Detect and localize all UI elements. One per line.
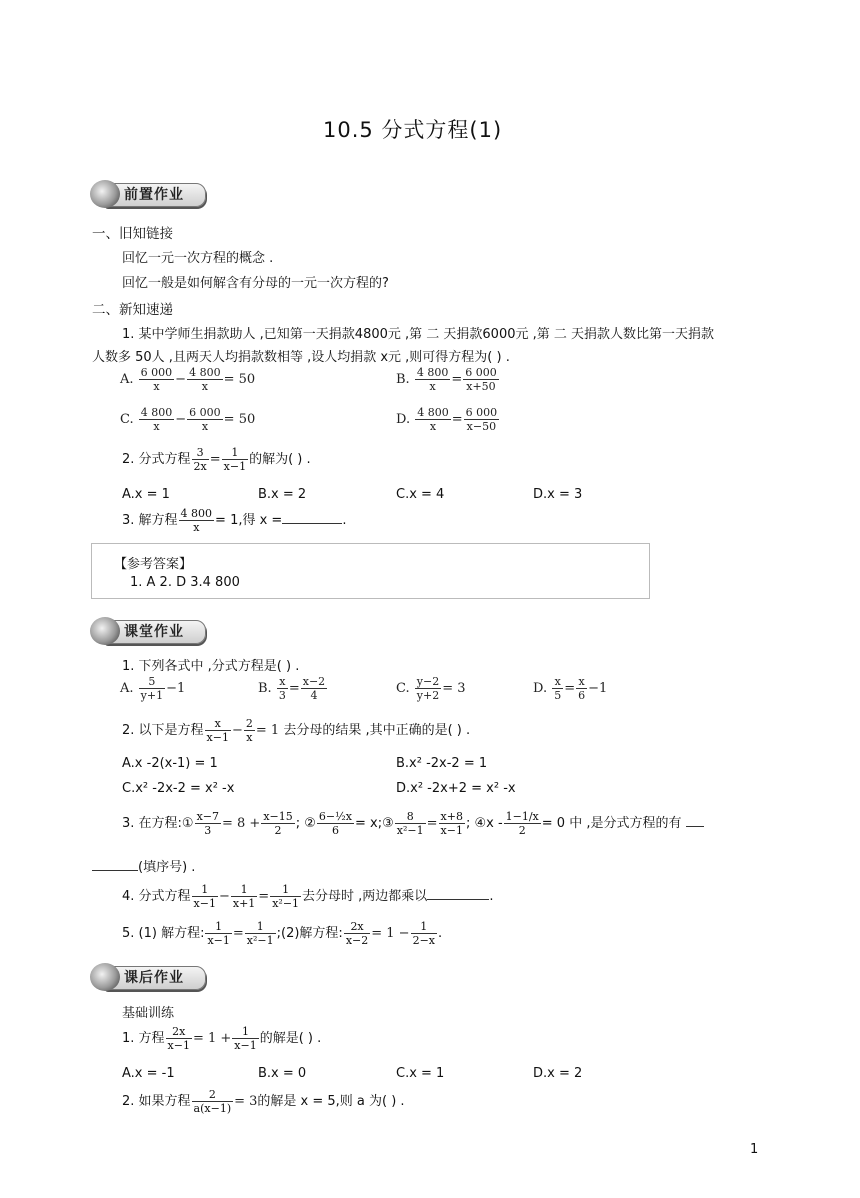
class-question-3-line-2 (92, 856, 195, 875)
class-q2-option-b: B.x² -2x-2 = 1 (396, 756, 488, 771)
question-text: 2. 分式方程 (122, 452, 191, 467)
class-q1-option-a: A. $\frac{5}{y+1}$ −1 (120, 675, 186, 702)
option-label: D. (396, 412, 411, 427)
after-q1-option-b: B.x = 0 (258, 1066, 307, 1081)
question-text: = x;③ (355, 816, 394, 831)
question-1-line-2: 人数多 50人 ,且两天人均捐款数相等 ,设人均捐款 x元 ,则可得方程为( ) . (92, 350, 510, 365)
class-q1-option-b: B. $\frac{x}{3}$ = $\frac{x-2}{4}$ (258, 675, 326, 702)
review-line-2: 回忆一般是如何解含有分母的一元一次方程的? (122, 276, 389, 291)
option-c: C. $\frac{4 800}{x}$ − $\frac{6 000}{x}$ = 50 (120, 406, 256, 433)
answer-blank[interactable] (686, 814, 704, 827)
question-text: 4. 分式方程 (122, 889, 191, 904)
option-label: C. (396, 681, 410, 696)
question-text: 去分母时 ,两边都乘以 (302, 889, 428, 904)
q2-option-d: D.x = 3 (533, 487, 583, 502)
q2-option-a: A.x = 1 (122, 487, 170, 502)
banner-label: 前置作业 (124, 187, 184, 203)
after-question-2: 2. 如果方程 $\frac{2}{a(x-1)}$ = 3的解是 x = 5,则 a 为( ) . (122, 1088, 405, 1115)
option-label: A. (120, 372, 134, 387)
page-number: 1 (750, 1142, 759, 1157)
question-text: = 1,得 x = (215, 513, 283, 528)
question-text: 的解是 x = 5,则 a 为( ) . (257, 1094, 405, 1109)
question-text: ;(2)解方程: (276, 926, 343, 941)
question-text: 3. 在方程:① (122, 816, 194, 831)
question-text: . (438, 926, 443, 941)
q2-option-b: B.x = 2 (258, 487, 307, 502)
class-q1-option-c: C. $\frac{y-2}{y+2}$ = 3 (396, 675, 466, 702)
question-1-line-1: 1. 某中学师生捐款助人 ,已知第一天捐款4800元 ,第 二 天捐款6000元 ,第 二 天捐款人数比第一天捐款 (122, 327, 715, 342)
question-text: 去分母的结果 ,其中正确的是( ) . (283, 723, 471, 738)
answer-blank[interactable] (282, 511, 342, 524)
banner-label: 课堂作业 (124, 624, 184, 640)
question-text: ; ② (295, 816, 316, 831)
answer-blank[interactable] (427, 887, 489, 900)
class-q1-option-d: D. $\frac{x}{5}$ = $\frac{x}{6}$ −1 (533, 675, 608, 702)
answer-content: 1. A 2. D 3.4 800 (130, 575, 240, 590)
option-a: A. $\frac{6 000}{x}$ − $\frac{4 800}{x}$ = 50 (120, 366, 256, 393)
question-text: . (342, 513, 347, 528)
option-label: D. (533, 681, 548, 696)
question-text: 2. 如果方程 (122, 1094, 191, 1109)
class-q2-option-d: D.x² -2x+2 = x² -x (396, 781, 516, 796)
section-heading-new-knowledge: 二、新知速递 (92, 302, 173, 318)
option-label: C. (120, 412, 134, 427)
after-class-homework-banner (90, 963, 206, 991)
page-title: 10.5 分式方程(1) (323, 118, 503, 142)
question-text: 的解为( ) . (249, 452, 311, 467)
after-q1-option-d: D.x = 2 (533, 1066, 583, 1081)
question-text: 的解是( ) . (259, 1031, 322, 1046)
banner-badge-icon (90, 617, 120, 645)
class-question-5: 5. (1) 解方程: $\frac{1}{x-1}$ = $\frac{1}{\text{x²−1}}$ ;(2)解方程: $\frac{2x}{x-2}$ = 1 − $\frac{1}{2-x}$ . (122, 920, 443, 947)
class-q2-option-c: C.x² -2x-2 = x² -x (122, 781, 235, 796)
question-text: 3. 解方程 (122, 513, 178, 528)
option-label: A. (120, 681, 134, 696)
pre-homework-banner (90, 180, 206, 208)
answer-blank[interactable] (92, 858, 138, 871)
class-question-1: 1. 下列各式中 ,分式方程是( ) . (122, 659, 300, 674)
question-text: ; ④x - (465, 816, 503, 831)
q2-option-c: C.x = 4 (396, 487, 445, 502)
class-homework-banner (90, 617, 206, 645)
option-label: B. (396, 372, 410, 387)
question-text: 5. (1) 解方程: (122, 926, 205, 941)
question-text: (填序号) . (138, 860, 196, 875)
class-question-4: 4. 分式方程 $\frac{1}{x-1}$ − $\frac{1}{x+1}$ = $\frac{1}{\text{x²−1}}$ 去分母时 ,两边都乘以 . (122, 883, 494, 910)
review-line-1: 回忆一元一次方程的概念 . (122, 251, 274, 266)
banner-badge-icon (90, 180, 120, 208)
reference-answer-box (91, 543, 650, 599)
after-question-1: 1. 方程 $\frac{2x}{x-1}$ = 1 + $\frac{1}{x-1}$ 的解是( ) . (122, 1025, 322, 1052)
after-q1-option-a: A.x = -1 (122, 1066, 175, 1081)
class-question-3: 3. 在方程:① $\frac{x-7}{3}$ = 8 + $\frac{x-15}{2}$ ; ② $\frac{\text{6−½x}}{6}$ = x;③ $\frac{8}{\text{x²−1}}$ = $\frac{x+8}{x-1}$ ; ④x - $\frac{1-1/x}{2}$ = 0 中 ,是分式方程的有 (122, 810, 704, 837)
question-text: . (489, 889, 494, 904)
section-heading-old-knowledge: 一、旧知链接 (92, 226, 173, 242)
banner-label: 课后作业 (124, 970, 184, 986)
option-label: B. (258, 681, 272, 696)
option-b: B. $\frac{4 800}{x}$ = $\frac{6 000}{x+50}$ (396, 366, 497, 393)
question-text: 2. 以下是方程 (122, 723, 204, 738)
question-3: 3. 解方程 $\frac{4 800}{x}$ = 1,得 x = . (122, 507, 347, 534)
option-d: D. $\frac{4 800}{x}$ = $\frac{6 000}{x-50}$ (396, 406, 498, 433)
after-q1-option-c: C.x = 1 (396, 1066, 445, 1081)
question-text: 1. 方程 (122, 1031, 165, 1046)
answer-heading: 【参考答案】 (114, 557, 193, 572)
banner-badge-icon (90, 963, 120, 991)
question-text: = 0 中 ,是分式方程的有 (541, 816, 682, 831)
class-q2-option-a: A.x -2(x-1) = 1 (122, 756, 218, 771)
class-question-2: 2. 以下是方程 $\frac{x}{x-1}$ − $\frac{2}{x}$ = 1 去分母的结果 ,其中正确的是( ) . (122, 717, 471, 744)
basic-training-subheading: 基础训练 (122, 1006, 175, 1021)
question-2: 2. 分式方程 $\frac{3}{2x}$ = $\frac{1}{x-1}$ 的解为( ) . (122, 446, 311, 473)
